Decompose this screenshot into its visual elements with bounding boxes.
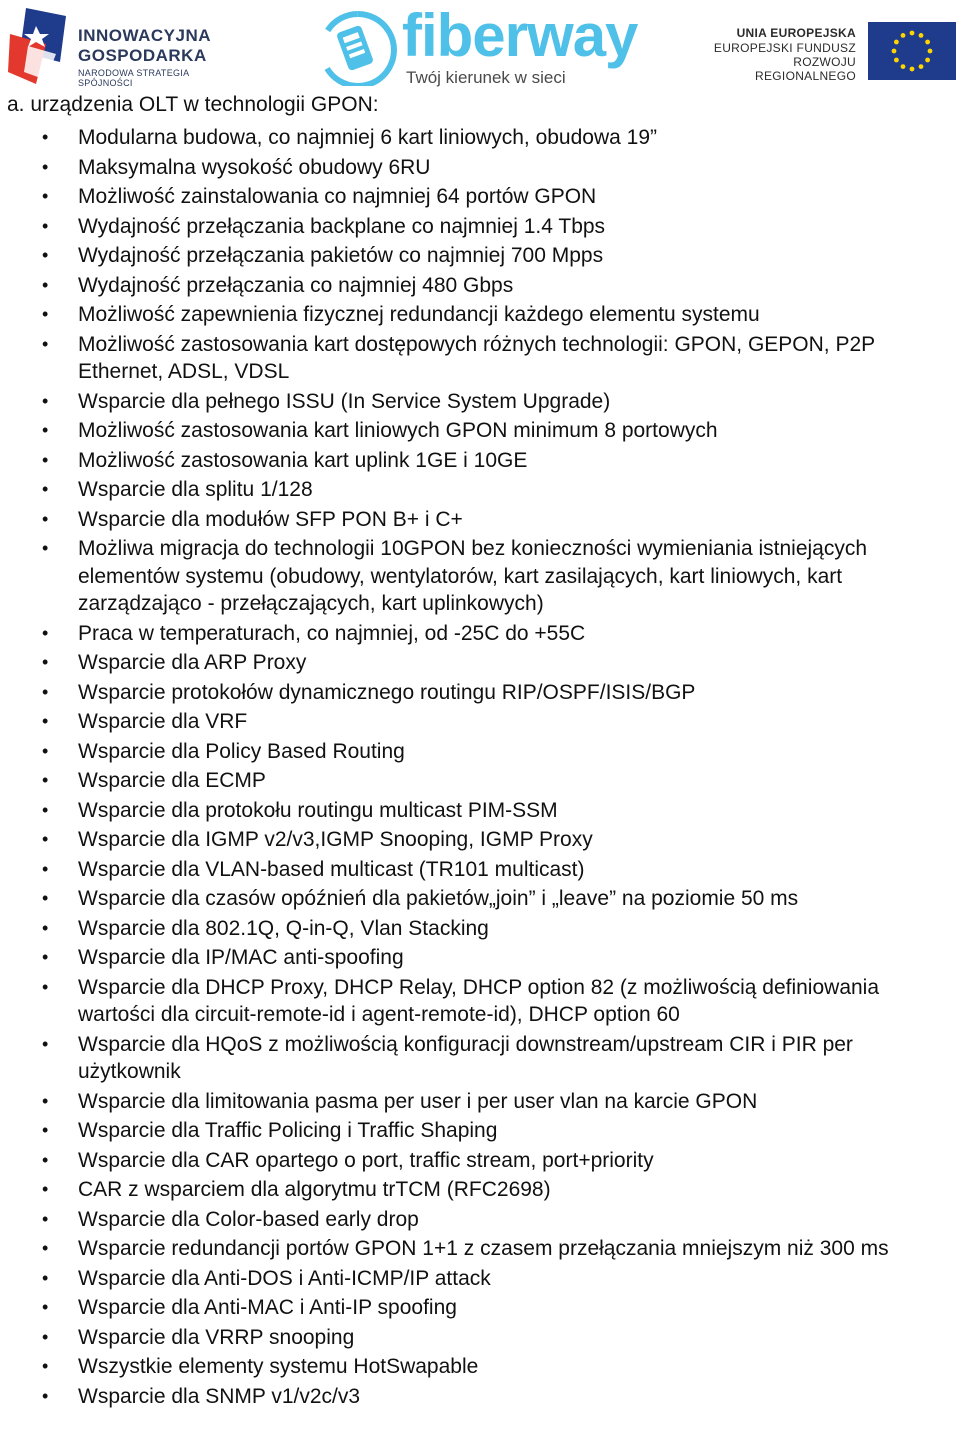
bullet-marker: •	[42, 304, 49, 324]
list-item	[0, 1383, 960, 1411]
list-item	[0, 826, 960, 854]
list-item	[0, 1176, 960, 1204]
eu-star-icon	[925, 58, 930, 63]
list-item-text: Wsparcie dla CAR opartego o port, traffic stream, port+priority	[78, 1148, 654, 1172]
list-item	[0, 649, 960, 677]
list-item-text: Modularna budowa, co najmniej 6 kart liniowych, obudowa 19”	[78, 126, 657, 149]
list-item-text: Wsparcie dla IGMP v2/v3,IGMP Snooping, IGMP Proxy	[78, 828, 593, 851]
list-item-text: Wsparcie dla Color-based early drop	[78, 1207, 419, 1231]
list-item	[0, 797, 960, 825]
bullet-marker: •	[42, 1179, 49, 1199]
bullet-marker: •	[42, 1326, 49, 1347]
bullet-marker: •	[42, 156, 49, 177]
list-item	[0, 272, 960, 300]
innowacyjna-gospodarka-emblem-icon	[6, 6, 70, 86]
bullet-marker: •	[42, 829, 49, 849]
list-item-text: Wsparcie dla HQoS z możliwością konfiguracji downstream/upstream CIR i PIR per użytkownik	[78, 1032, 853, 1083]
fiberway-tagline: Twój kierunek w sieci	[406, 68, 566, 87]
list-item-text: Możliwa migracja do technologii 10GPON bez konieczności wymieniania istniejących elementów systemu (obudowy, wentylatorów, kart zasilających, kart liniowych, kart zarządzająco - przełączających, kart uplinkowych)	[78, 537, 868, 615]
list-item-text: Wsparcie dla modułów SFP PON B+ i C+	[78, 507, 463, 531]
list-item	[0, 1294, 960, 1322]
list-item-text: Wsparcie dla Anti-DOS i Anti-ICMP/IP attack	[78, 1266, 491, 1290]
bullet-marker: •	[42, 1120, 49, 1140]
list-item-text: Możliwość zastosowania kart dostępowych różnych technologii: GPON, GEPON, P2P Ethernet, ADSL, VDSL	[78, 332, 875, 383]
list-item	[0, 124, 960, 152]
list-item	[0, 767, 960, 795]
bullet-marker: •	[42, 508, 49, 529]
list-item	[0, 1147, 960, 1175]
list-item-text: Wsparcie dla protokołu routingu multicast PIM-SSM	[78, 798, 558, 822]
list-item-text: Wydajność przełączania co najmniej 480 Gbps	[78, 273, 514, 297]
section-title: a. urządzenia OLT w technologii GPON:	[7, 93, 379, 116]
list-item	[0, 738, 960, 766]
bullet-marker: •	[42, 390, 49, 411]
list-item	[0, 1353, 960, 1381]
eu-star-icon	[892, 49, 897, 54]
bullet-marker: •	[42, 947, 49, 967]
list-item	[0, 331, 960, 386]
list-item	[0, 620, 960, 648]
eu-star-icon	[928, 49, 933, 54]
bullet-marker: •	[42, 1238, 49, 1258]
list-item-text: Maksymalna wysokość obudowy 6RU	[78, 155, 431, 179]
list-item-text: Wsparcie dla pełnego ISSU (In Service System Upgrade)	[78, 389, 611, 413]
bullet-marker: •	[42, 976, 49, 997]
eu-star-icon	[901, 33, 906, 38]
bullet-marker: •	[42, 652, 49, 672]
eu-logo-text	[712, 26, 856, 83]
eu-star-icon	[894, 58, 899, 63]
bullet-marker: •	[42, 1033, 49, 1054]
logo-line-2: GOSPODARKA	[78, 46, 207, 65]
bullet-marker: •	[42, 245, 49, 265]
list-item	[0, 535, 960, 618]
list-item	[0, 242, 960, 270]
eu-star-icon	[910, 67, 915, 72]
list-item	[0, 506, 960, 534]
bullet-marker: •	[42, 711, 49, 731]
list-item	[0, 1324, 960, 1352]
list-item	[0, 1088, 960, 1116]
list-item-text: Wsparcie dla 802.1Q, Q-in-Q, Vlan Stacking	[78, 916, 489, 940]
eu-flag-icon	[868, 22, 956, 80]
list-item-text: Wsparcie dla IP/MAC anti-spoofing	[78, 946, 404, 969]
bullet-marker: •	[42, 538, 49, 558]
list-item	[0, 476, 960, 504]
eu-line-1: UNIA EUROPEJSKA	[736, 26, 856, 40]
bullet-marker: •	[42, 1208, 49, 1229]
bullet-marker: •	[42, 1385, 49, 1406]
bullet-marker: •	[42, 681, 49, 702]
list-item-text: Wsparcie dla Anti-MAC i Anti-IP spoofing	[78, 1296, 457, 1319]
logo-line-3: NARODOWA STRATEGIA SPÓJNOŚCI	[78, 68, 189, 88]
list-item	[0, 301, 960, 329]
bullet-marker: •	[42, 420, 49, 440]
list-item	[0, 974, 960, 1029]
list-item	[0, 885, 960, 913]
list-item-text: Wsparcie dla Traffic Policing i Traffic Shaping	[78, 1119, 498, 1142]
requirements-list	[0, 124, 960, 1412]
fiberway-connector-icon	[318, 10, 398, 86]
list-item-text: Wydajność przełączania backplane co najmniej 1.4 Tbps	[78, 214, 606, 238]
bullet-marker: •	[42, 770, 49, 790]
list-item	[0, 447, 960, 475]
eu-line-3: ROZWOJU REGIONALNEGO	[755, 55, 856, 83]
list-item-text: Wsparcie dla VRRP snooping	[78, 1325, 355, 1349]
fiberway-wordmark: fiberway	[402, 2, 638, 69]
list-item	[0, 1206, 960, 1234]
list-item	[0, 388, 960, 416]
list-item	[0, 1235, 960, 1263]
bullet-marker: •	[42, 622, 49, 643]
eu-star-icon	[901, 64, 906, 69]
bullet-marker: •	[42, 1267, 49, 1288]
list-item	[0, 154, 960, 182]
list-item-text: Wsparcie protokołów dynamicznego routingu RIP/OSPF/ISIS/BGP	[78, 680, 696, 704]
bullet-marker: •	[42, 449, 49, 470]
list-item-text: Wsparcie dla DHCP Proxy, DHCP Relay, DHCP option 82 (z możliwością definiowania wartości dla circuit-remote-id i agent-remote-id), DHCP option 60	[78, 975, 880, 1026]
list-item	[0, 708, 960, 736]
list-item	[0, 183, 960, 211]
list-item-text: Wsparcie dla ECMP	[78, 769, 266, 792]
list-item-text: Możliwość zainstalowania co najmniej 64 portów GPON	[78, 185, 597, 208]
list-item-text: CAR z wsparciem dla algorytmu trTCM (RFC2698)	[78, 1178, 551, 1201]
list-item	[0, 1031, 960, 1086]
list-item-text: Wsparcie dla Policy Based Routing	[78, 739, 405, 763]
bullet-marker: •	[42, 333, 49, 354]
list-item-text: Wsparcie dla VRF	[78, 710, 248, 733]
page-header	[0, 0, 960, 92]
list-item-text: Wsparcie dla czasów opóźnień dla pakietów„join” i „leave” na poziomie 50 ms	[78, 887, 799, 910]
list-item	[0, 915, 960, 943]
bullet-marker: •	[42, 917, 49, 938]
list-item	[0, 944, 960, 972]
bullet-marker: •	[42, 274, 49, 295]
list-item	[0, 1265, 960, 1293]
list-item-text: Wydajność przełączania pakietów co najmniej 700 Mpps	[78, 244, 604, 267]
fiberway-logo	[318, 4, 648, 90]
bullet-marker: •	[42, 740, 49, 761]
bullet-marker: •	[42, 888, 49, 908]
list-item-text: Wszystkie elementy systemu HotSwapable	[78, 1355, 479, 1378]
bullet-marker: •	[42, 799, 49, 820]
list-item-text: Możliwość zapewnienia fizycznej redundancji każdego elementu systemu	[78, 303, 760, 326]
eu-line-2: EUROPEJSKI FUNDUSZ	[713, 41, 856, 55]
list-item-text: Praca w temperaturach, co najmniej, od -25C do +55C	[78, 621, 586, 645]
list-item	[0, 679, 960, 707]
bullet-marker: •	[42, 1356, 49, 1376]
list-item-text: Wsparcie dla limitowania pasma per user i per user vlan na karcie GPON	[78, 1089, 758, 1113]
list-item	[0, 856, 960, 884]
bullet-marker: •	[42, 1149, 49, 1170]
eu-star-icon	[910, 31, 915, 36]
eu-star-icon	[919, 33, 924, 38]
list-item-text: Wsparcie redundancji portów GPON 1+1 z czasem przełączania mniejszym niż 300 ms	[78, 1237, 889, 1260]
list-item-text: Możliwość zastosowania kart liniowych GPON minimum 8 portowych	[78, 419, 718, 442]
list-item	[0, 213, 960, 241]
bullet-marker: •	[42, 127, 49, 147]
innowacyjna-gospodarka-logo	[6, 6, 241, 86]
list-item	[0, 417, 960, 445]
eu-star-icon	[894, 40, 899, 45]
bullet-marker: •	[42, 1297, 49, 1317]
bullet-marker: •	[42, 1090, 49, 1111]
bullet-marker: •	[42, 186, 49, 206]
list-item-text: Wsparcie dla ARP Proxy	[78, 651, 307, 674]
eu-logo	[712, 22, 956, 83]
eu-star-icon	[925, 40, 930, 45]
bullet-marker: •	[42, 858, 49, 879]
eu-star-icon	[919, 64, 924, 69]
logo-line-1: INNOWACYJNA	[78, 26, 212, 45]
list-item-text: Wsparcie dla SNMP v1/v2c/v3	[78, 1384, 361, 1408]
list-item-text: Możliwość zastosowania kart uplink 1GE i 10GE	[78, 448, 528, 472]
list-item-text: Wsparcie dla splitu 1/128	[78, 478, 313, 501]
list-item	[0, 1117, 960, 1145]
bullet-marker: •	[42, 479, 49, 499]
bullet-marker: •	[42, 215, 49, 236]
list-item-text: Wsparcie dla VLAN-based multicast (TR101 multicast)	[78, 857, 585, 881]
